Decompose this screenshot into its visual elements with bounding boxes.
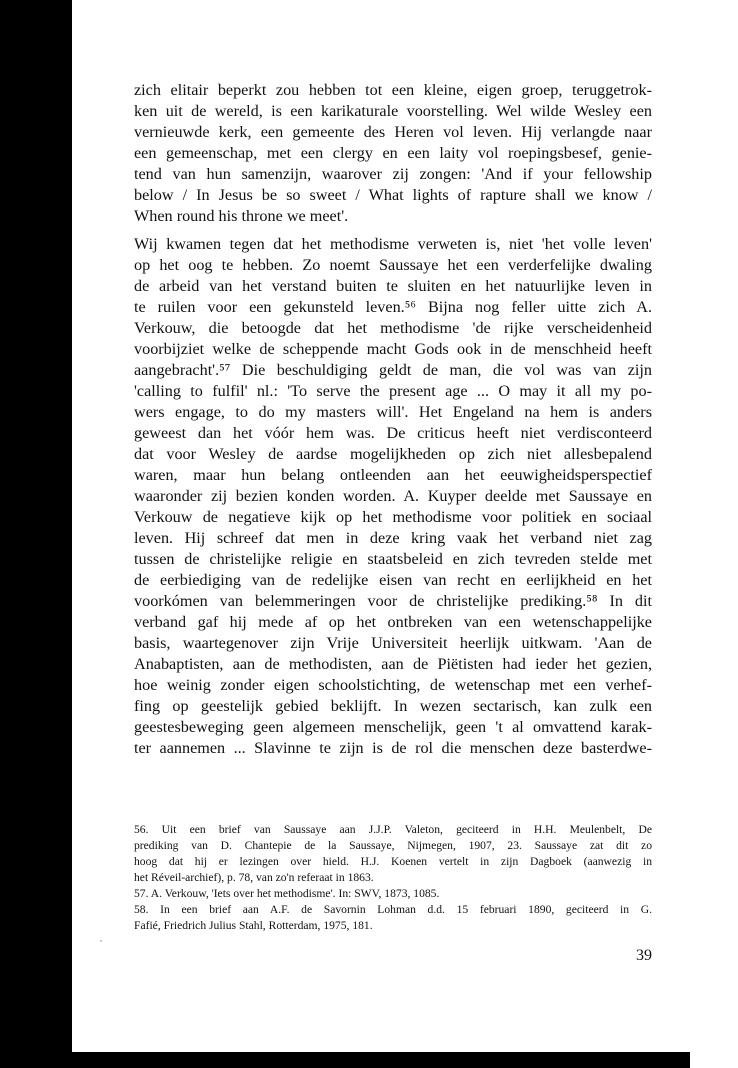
paragraph-2 [134,234,652,759]
text-line: tend van hun samenzijn, waarover zij zongen: 'And if your fellowship [134,165,652,183]
text-line: hoe weinig zonder eigen schoolstichting, de wetenschap met een verhef- [134,676,652,694]
footnote-line: Fafié, Friedrich Julius Stahl, Rotterdam, 1975, 181. [134,919,373,932]
text-line: dat voor Wesley de aardse mogelijkheden op zich niet allesbepalend [134,445,652,463]
text-line: op het oog te hebben. Zo noemt Saussaye het een verderfelijke dwaling [134,256,652,274]
text-line: basis, waartegenover zijn Vrije Universiteit heerlijk uitkwam. 'Aan de [134,634,652,652]
footnote-line: 57. A. Verkouw, 'Iets over het methodisme'. In: SWV, 1873, 1085. [134,887,440,900]
page-number: 39 [636,947,652,964]
text-line: tussen de christelijke religie en staatsbeleid en zich tevreden stelde met [134,550,652,568]
text-line: When round his throne we meet'. [134,207,349,225]
text-line: verband gaf hij mede af op het ontbreken van een wetenschappelijke [134,613,652,631]
scan-border-left [0,0,72,1068]
text-line: ken uit de wereld, is een karikaturale voorstelling. Wel wilde Wesley een [134,102,652,120]
text-line: 'calling to fulfil' nl.: 'To serve the present age ... O may it all my po- [134,382,652,400]
text-line: below / In Jesus be so sweet / What lights of rapture shall we know / [134,186,652,204]
text-line: aangebracht'.⁵⁷ Die beschuldiging geldt de man, die vol was van zijn [134,361,652,379]
text-line: zich elitair beperkt zou hebben tot een kleine, eigen groep, teruggetrok- [134,81,652,99]
scan-border-bottom [72,1052,690,1068]
paragraph-1 [134,80,652,227]
text-line: voorkómen van belemmeringen voor de christelijke prediking.⁵⁸ In dit [134,592,652,610]
text-line: de eerbiediging van de redelijke eisen van recht en eerlijkheid en het [134,571,652,589]
footnote-line: het Réveil-archief), p. 78, van zo'n referaat in 1863. [134,871,374,884]
text-line: vernieuwde kerk, een gemeente des Heren vol leven. Hij verlangde naar [134,123,652,141]
footnote-line: hoog dat hij er lezingen over hield. H.J. Koenen vertelt in zijn Dagboek (aanwezig in [134,855,652,868]
text-line: geestesbeweging geen algemeen menschelijk, geen 't al omvattend karak- [134,718,652,736]
text-line: Wij kwamen tegen dat het methodisme verweten is, niet 'het volle leven' [134,235,652,253]
scan-speck [100,940,102,942]
footnotes [134,822,652,934]
text-line: de arbeid van het verstand buiten te sluiten en het natuurlijke leven in [134,277,652,295]
text-line: ter aannemen ... Slavinne te zijn is de rol die menschen deze basterdwe- [134,739,652,757]
text-line: fing op geestelijk gebied beklijft. In wezen sectarisch, kan zulk een [134,697,652,715]
text-line: waren, maar hun belang ontleenden aan het eeuwigheidsperspectief [134,466,652,484]
text-line: leven. Hij schreef dat men in deze kring vaak het verband niet zag [134,529,652,547]
text-line: wers engage, to do my masters will'. Het Engeland na hem is anders [134,403,652,421]
text-line: een gemeenschap, met een clergy en een laity vol roepingsbesef, genie- [134,144,652,162]
text-line: Verkouw de negatieve kijk op het methodisme voor politiek en sociaal [134,508,652,526]
text-line: waaronder zij bezien konden worden. A. Kuyper deelde met Saussaye en [134,487,652,505]
footnote-line: 58. In een brief aan A.F. de Savornin Lohman d.d. 15 februari 1890, geciteerd in G. [134,903,652,916]
footnote-line: 56. Uit een brief van Saussaye aan J.J.P. Valeton, geciteerd in H.H. Meulenbelt, De [134,823,652,836]
text-line: Verkouw, die betoogde dat het methodisme 'de rijke verscheidenheid [134,319,652,337]
text-line: voorbijziet welke de scheppende macht Gods ook in de menschheid heeft [134,340,652,358]
text-line: te ruilen voor een gekunsteld leven.⁵⁶ Bijna nog feller uitte zich A. [134,298,652,316]
text-line: Anabaptisten, aan de methodisten, aan de Piëtisten had ieder het gezien, [134,655,652,673]
footnote-line: prediking van D. Chantepie de la Saussaye, Nijmegen, 1907, 23. Saussaye zat dit zo [134,839,652,852]
text-line: geweest dan het vóór hem was. De criticus heeft niet verdisconteerd [134,424,652,442]
